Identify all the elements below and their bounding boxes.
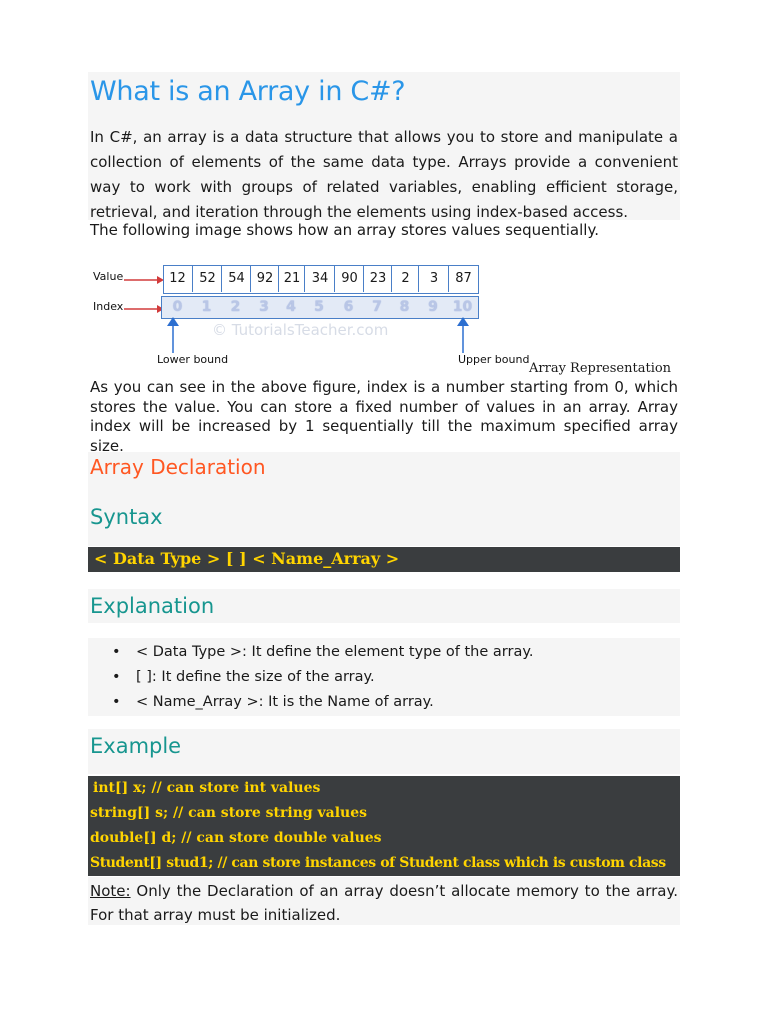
- list-item-text: [ ]: It define the size of the array.: [136, 669, 375, 685]
- note-paragraph: [90, 879, 678, 927]
- index-cell: 6: [343, 299, 354, 315]
- intro-paragraph: In C#, an array is a data structure that allows you to store and manipulate a collection of elements of the same data type. Arrays provide a convenient way to work with groups of related variables, enabling efficient storage, retrieval, and iteration through the elements using index-based access.: [90, 128, 678, 221]
- index-cell: 10: [452, 299, 473, 315]
- bullet-icon: •: [112, 644, 121, 660]
- upper-bound-label: Upper bound: [458, 353, 530, 366]
- upper-bound-arrow-icon: [456, 317, 470, 353]
- value-label: Value: [93, 270, 124, 283]
- explanation-heading: Explanation: [90, 594, 215, 618]
- list-item-text: < Name_Array >: It is the Name of array.: [136, 694, 434, 710]
- lower-bound-label: Lower bound: [157, 353, 229, 366]
- value-cell: 2: [391, 266, 419, 292]
- index-cell: 7: [372, 299, 382, 315]
- bullet-icon: •: [112, 694, 121, 710]
- syntax-code: < Data Type > [ ] < Name_Array >: [94, 549, 400, 568]
- value-cell: 87: [448, 266, 478, 292]
- lower-bound-arrow-icon: [166, 317, 180, 353]
- watermark: © TutorialsTeacher.com: [212, 321, 389, 339]
- index-cell: 4: [286, 299, 296, 315]
- index-label: Index: [93, 300, 124, 313]
- bullet-icon: •: [112, 669, 121, 685]
- value-cell: 92: [250, 266, 279, 292]
- list-item: [112, 640, 533, 665]
- explanation-list: [112, 640, 533, 715]
- note-text: Only the Declaration of an array doesn’t allocate memory to the array. For that array must be initialized.: [90, 882, 678, 924]
- code-line: Student[] stud1; // can store instances of Student class which is custom class: [90, 855, 666, 871]
- code-line: int[] x; // can store int values: [93, 780, 321, 796]
- value-cell: 3: [418, 266, 449, 292]
- value-cell: 21: [278, 266, 305, 292]
- value-cell: 90: [334, 266, 364, 292]
- figure-explanation-paragraph: As you can see in the above figure, index is a number starting from 0, which stores the value. You can store a fixed number of values in an array. Array index will be increased by 1 sequentially till the maximum specified array size.: [90, 378, 678, 455]
- index-cell: 8: [399, 299, 410, 315]
- value-cell: 12: [169, 271, 186, 286]
- index-cell: 2: [230, 299, 241, 315]
- code-line: string[] s; // can store string values: [90, 805, 368, 821]
- declaration-heading: Array Declaration: [90, 455, 266, 479]
- syntax-heading: Syntax: [90, 505, 163, 529]
- note-label: Note:: [90, 882, 131, 900]
- index-cell: 1: [201, 299, 212, 315]
- value-cell: 52: [192, 266, 222, 292]
- value-cell: 34: [304, 266, 335, 292]
- value-cell: 23: [363, 266, 392, 292]
- example-heading: Example: [90, 734, 182, 758]
- example-code-block: [88, 776, 680, 876]
- figure-lead-text: The following image shows how an array stores values sequentially.: [90, 221, 599, 239]
- page-title: What is an Array in C#?: [90, 76, 406, 107]
- syntax-code-block: [88, 547, 680, 572]
- index-cell: 3: [259, 299, 269, 315]
- index-cell: 9: [428, 299, 438, 315]
- list-item: [112, 665, 533, 690]
- index-arrow-icon: [124, 303, 164, 315]
- value-cell: 54: [221, 266, 251, 292]
- index-cell: 0: [172, 299, 183, 315]
- value-arrow-icon: [124, 274, 164, 286]
- code-line: double[] d; // can store double values: [90, 830, 382, 846]
- figure-caption: Array Representation: [529, 361, 672, 376]
- list-item-text: < Data Type >: It define the element type of the array.: [136, 644, 534, 660]
- index-cell: 5: [314, 299, 324, 315]
- list-item: [112, 690, 533, 715]
